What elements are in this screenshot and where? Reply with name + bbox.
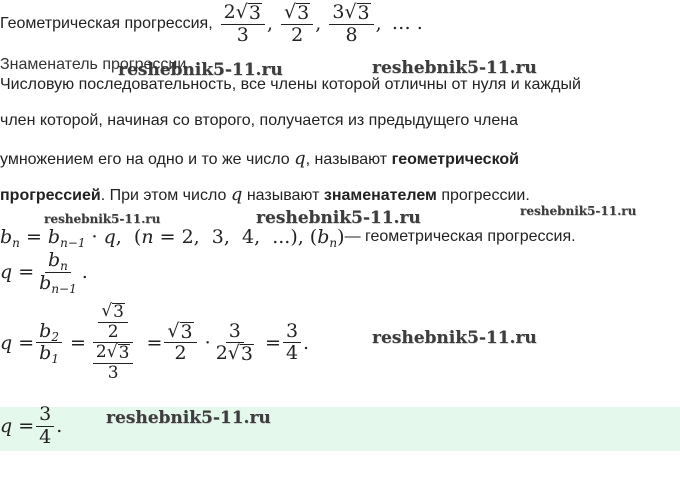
watermark: reshebnik5-11.ru: [520, 204, 637, 218]
term-2: √ 3 2: [281, 2, 313, 47]
term-1: 2 √ 3 3: [221, 2, 265, 47]
watermark: reshebnik5-11.ru: [44, 212, 161, 226]
header-terms: 2 √ 3 3 , √ 3 2 , 3 √ 3 8 , … .: [219, 2, 423, 47]
problem-header: [0, 2, 423, 47]
watermark: reshebnik5-11.ru: [106, 408, 271, 428]
recurrence-formula: $b_n = b_{n-1} \cdot q$, (n = 2, 3, 4, ...), $(b_n)$ — геометрическая прогрессия.: [0, 226, 576, 250]
partial-line: Знаменатель прогрессии: [0, 56, 187, 73]
watermark: reshebnik5-11.ru: [372, 328, 537, 348]
watermark: reshebnik5-11.ru: [256, 208, 421, 228]
definition-line-4: прогрессией. При этом число q называют знаменателем прогрессии.: [0, 184, 530, 205]
watermark: reshebnik5-11.ru: [372, 58, 537, 78]
ratio-definition: q = $\frac{b_n}{b_{n-1}}$ .: [0, 249, 88, 296]
definition-line-3: умножением его на одно и то же число q, называют геометрической: [0, 148, 519, 169]
definition-line-2: член которой, начиная со второго, получается из предыдущего члена: [0, 112, 518, 129]
answer-highlight: [0, 407, 680, 451]
final-answer: q = $\frac{3}{4}$ .: [0, 403, 63, 448]
header-label: Геометрическая прогрессия,: [0, 15, 213, 33]
definition-line-1: Числовую последовательность, все члены которой отличны от нуля и каждый: [0, 76, 581, 93]
ratio-computation: q = $\frac{b_2}{b_1}$ = √ 3 2 2 √ 3 3 = √ 3 2 · 3 2 √ 3 = $\frac{3}{4}$ .: [0, 301, 310, 384]
watermark: reshebnik5-11.ru: [118, 60, 283, 80]
term-3: 3 √ 3 8: [329, 2, 373, 47]
